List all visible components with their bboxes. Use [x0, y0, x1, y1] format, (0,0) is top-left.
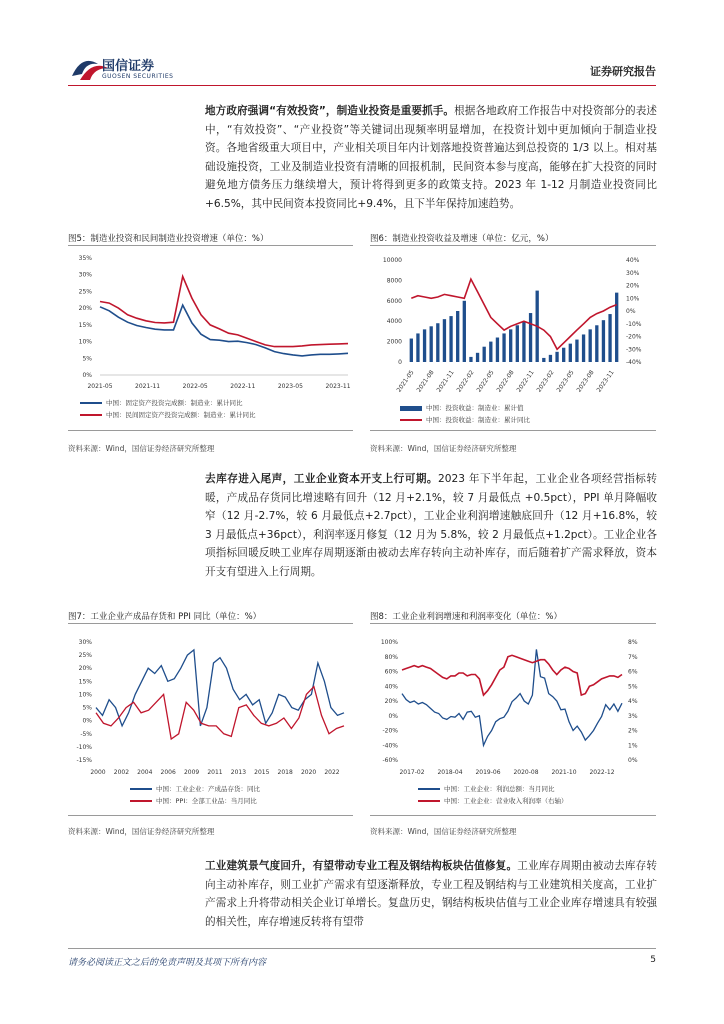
- fig5-y-tick: 15%: [78, 321, 92, 329]
- fig6-legend: [400, 403, 530, 424]
- paragraph-3: [205, 857, 657, 931]
- fig5-title: 图5：制造业投资和民间制造业投资增速（单位：%）: [68, 234, 269, 244]
- fig8-x-tick: 2021-10: [551, 769, 577, 776]
- fig6-x-tick: 2023-11: [595, 369, 616, 394]
- fig7-series-ppi: [96, 687, 344, 739]
- fig5-y-tick: 10%: [78, 338, 92, 346]
- fig5-y-tick: 5%: [82, 355, 92, 363]
- fig6-yl-tick: 8000: [386, 277, 402, 285]
- fig7-y-tick: 20%: [78, 665, 92, 673]
- fig6-bar: [430, 326, 433, 362]
- fig7-legend: [130, 784, 260, 805]
- fig7-y-tick: 10%: [78, 691, 92, 699]
- fig8-yl-tick: 20%: [384, 698, 398, 705]
- fig6-bar: [516, 325, 519, 362]
- fig7-x-tick: 2018: [277, 769, 293, 776]
- fig7-x-tick: 2000: [90, 769, 106, 776]
- fig6-bar: [496, 338, 499, 362]
- fig6-bar: [423, 329, 426, 362]
- fig8-chart: [370, 630, 660, 780]
- fig5-title-rule: [68, 245, 353, 246]
- fig6-bar: [522, 321, 525, 362]
- paragraph-3-lead: 工业建筑景气度回升，有望带动专业工程及钢结构板块估值修复。: [205, 860, 518, 872]
- fig5-source: 资料来源：Wind，国信证券经济研究所整理: [68, 444, 215, 453]
- fig6-bar: [582, 334, 585, 362]
- footer-disclaimer: 请务必阅读正文之后的免责声明及其项下所有内容: [68, 958, 267, 968]
- fig6-bar: [502, 333, 505, 362]
- fig8-yr-tick: 0%: [628, 757, 638, 764]
- page-number: 5: [650, 955, 656, 965]
- fig6-yl-tick: 6000: [386, 297, 402, 305]
- fig8-x-tick: 2020-08: [513, 769, 539, 776]
- fig6-bar: [575, 340, 578, 362]
- fig7-bottom-rule: [68, 815, 353, 816]
- fig8-x-tick: 2017-02: [399, 769, 425, 776]
- fig6-yr-tick: 10%: [626, 295, 640, 303]
- fig8-yr-tick: 8%: [628, 639, 638, 646]
- fig6-bar: [569, 344, 572, 362]
- fig6-yl-tick: 2000: [386, 338, 402, 346]
- fig6-source: 资料来源：Wind，国信证券经济研究所整理: [370, 444, 517, 453]
- fig5-x-tick: 2023-05: [277, 383, 303, 390]
- fig8-yl-tick: 100%: [380, 639, 398, 646]
- fig6-yl-tick: 4000: [386, 318, 402, 326]
- fig7-y-tick: 30%: [78, 639, 92, 646]
- fig6-bar: [456, 311, 459, 362]
- fig6-bar: [608, 314, 611, 362]
- fig6-bottom-rule: [370, 430, 656, 431]
- fig8-title-rule: [370, 623, 656, 624]
- fig7-y-tick: 15%: [78, 678, 92, 686]
- fig6-x-tick: 2023-02: [535, 369, 556, 394]
- fig6-x-tick: 2021-08: [415, 369, 436, 394]
- fig7-y-tick: 5%: [82, 704, 92, 712]
- fig6-title: 图6：制造业投资收益及增速（单位：亿元，%）: [370, 234, 554, 244]
- fig6-bar: [555, 352, 558, 362]
- fig5-legend-2: 中国：民间固定资产投资完成额：制造业：累计同比: [80, 410, 256, 419]
- fig7-series-inventory: [96, 650, 344, 726]
- fig6-legend-2: 中国：投资收益：制造业：累计同比: [400, 415, 530, 424]
- fig8-yr-tick: 4%: [628, 698, 638, 705]
- paragraph-1-lead: 地方政府强调“有效投资”，制造业投资是重要抓手。: [205, 105, 455, 117]
- fig7-title: 图7：工业企业产成品存货和 PPI 同比（单位：%）: [68, 612, 262, 622]
- fig6-yr-tick: 30%: [626, 269, 640, 277]
- paragraph-2-body: 2023 年下半年起，工业企业各项经营指标转暖，产成品存货同比增速略有回升（12 月+2.1%，较 7 月最低点 +0.5pct），PPI 单月降幅收窄（12 月-2.7%，较 6 月最低点+2.7pct），工业企业利润增速触底回升（12 月+16.8%，较 3 月最低点+36pct），利润率逐月修复（12 月为 5.8%，较 2 月最低点+1.2pct）。工业企业各项指标回暖反映工业库存周期逐渐由被动去库存转向主动补库存，而后随着扩产需求释放，资本开支有望进入上行周期。: [205, 473, 658, 578]
- fig7-source: 资料来源：Wind，国信证券经济研究所整理: [68, 827, 215, 836]
- fig6-yl-tick: 0: [398, 359, 402, 366]
- fig7-x-tick: 2011: [207, 769, 223, 776]
- fig6-yr-tick: 40%: [626, 257, 640, 264]
- fig7-x-tick: 2022: [324, 769, 340, 776]
- fig5-legend-1: 中国：固定资产投资完成额：制造业：累计同比: [80, 398, 256, 407]
- fig6-bar: [602, 320, 605, 362]
- fig5-x-tick: 2022-05: [182, 383, 208, 390]
- fig8-legend-2: 中国：工业企业：营业收入利润率（右轴）: [418, 796, 568, 805]
- fig8-yl-tick: 40%: [384, 683, 398, 691]
- fig6-x-tick: 2022-05: [475, 369, 496, 394]
- fig8-series-profit: [402, 649, 622, 745]
- fig8-yr-tick: 2%: [628, 727, 638, 735]
- report-type: 证券研究报告: [590, 65, 656, 78]
- footer-rule: [68, 948, 656, 949]
- fig7-title-rule: [68, 623, 353, 624]
- fig6-bar: [529, 313, 532, 362]
- fig5-y-tick: 35%: [78, 255, 92, 262]
- fig7-x-tick: 2020: [300, 769, 317, 776]
- fig7-y-tick: 25%: [78, 652, 92, 660]
- paragraph-3-body: 工业库存周期由被动去库存转向主动补库存，则工业扩产需求有望逐渐释放，专业工程及钢结构与工业建筑相关度高，工业扩产需求上升将带动相关企业订单增长。复盘历史，钢结构板块估值与工业企业库存增速具有较强的相关性，库存增速反转将有望带: [205, 860, 658, 928]
- fig5-x-tick: 2023-11: [325, 383, 351, 390]
- fig8-legend-1: 中国：工业企业：利润总额：当月同比: [418, 784, 568, 793]
- fig6-bar: [410, 339, 413, 362]
- header-rule: [68, 85, 656, 86]
- fig6-bar: [443, 319, 446, 362]
- fig6-bar: [416, 333, 419, 362]
- fig6-bar: [542, 358, 545, 362]
- fig7-x-tick: 2002: [113, 769, 130, 776]
- fig5-x-tick: 2022-11: [230, 383, 256, 390]
- fig5-y-tick: 25%: [78, 288, 92, 296]
- fig8-yl-tick: -40%: [382, 742, 398, 750]
- fig6-x-tick: 2022-11: [515, 369, 536, 394]
- fig5-y-tick: 0%: [82, 372, 92, 379]
- fig5-x-tick: 2021-05: [87, 383, 113, 390]
- fig6-bar: [562, 348, 565, 362]
- fig6-title-rule: [370, 245, 656, 246]
- fig6-chart: [370, 250, 660, 410]
- fig6-yr-tick: 0%: [626, 308, 636, 315]
- fig6-bar: [449, 316, 452, 362]
- fig7-x-tick: 2009: [183, 769, 200, 776]
- fig6-bar: [469, 357, 472, 362]
- fig5-legend: [80, 398, 256, 419]
- fig8-series-margin: [402, 655, 622, 695]
- fig5-bottom-rule: [68, 430, 353, 431]
- fig8-yr-tick: 5%: [628, 683, 638, 691]
- paragraph-2: [205, 470, 657, 582]
- fig6-x-tick: 2022-02: [455, 369, 476, 394]
- fig6-bar: [463, 301, 466, 362]
- fig8-legend: [418, 784, 568, 805]
- fig7-y-tick: -10%: [76, 743, 92, 751]
- fig6-bar: [589, 329, 592, 362]
- company-name-cn: 国信证券: [102, 59, 155, 74]
- fig5-y-tick: 30%: [78, 271, 92, 279]
- fig6-bar: [549, 355, 552, 362]
- fig5-x-tick: 2021-11: [135, 383, 161, 390]
- fig6-yr-tick: 20%: [626, 282, 640, 290]
- fig6-bar: [509, 329, 512, 362]
- fig6-series-yoy: [411, 279, 616, 349]
- fig8-yr-tick: 1%: [628, 742, 638, 750]
- fig7-y-tick: -5%: [80, 730, 92, 738]
- fig8-yl-tick: 0%: [388, 712, 398, 720]
- fig6-bar: [595, 325, 598, 362]
- fig8-yl-tick: -60%: [382, 757, 398, 764]
- fig6-legend-1: 中国：投资收益：制造业：累计值: [400, 403, 530, 412]
- paragraph-1-body: 根据各地政府工作报告中对投资部分的表述中，“有效投资”、“产业投资”等关键词出现频率明显增加，在投资计划中更加倾向于制造业投资。各地省级重大项目中，产业相关项目年内计划落地投资普遍达到总投资的 1/3 以上。相对基础设施投资，工业及制造业投资有清晰的回报机制，民间资本参与度高，能够在扩大投资的同时避免地方债务压力继续增大，预计将得到更多的政策支持。2023 年 1-12 月制造业投资同比 +6.5%，其中民间资本投资同比+9.4%，且下半年保持加速趋势。: [205, 105, 657, 210]
- fig6-bar: [483, 347, 486, 362]
- paragraph-1: [205, 102, 657, 214]
- fig8-x-tick: 2022-12: [589, 769, 615, 776]
- fig7-y-tick: -15%: [76, 757, 92, 764]
- fig7-x-tick: 2004: [137, 769, 153, 776]
- fig5-y-tick: 20%: [78, 305, 92, 313]
- fig8-x-tick: 2019-06: [475, 769, 501, 776]
- fig8-bottom-rule: [370, 815, 656, 816]
- fig6-yr-tick: -20%: [626, 333, 642, 341]
- fig5-series-private: [100, 276, 348, 346]
- fig6-yr-tick: -10%: [626, 320, 642, 328]
- fig6-bar: [436, 323, 439, 362]
- fig6-yr-tick: -30%: [626, 346, 642, 354]
- fig8-title: 图8：工业企业利润增速和利润率变化（单位：%）: [370, 612, 562, 622]
- paragraph-2-lead: 去库存进入尾声，工业企业资本开支上行可期。: [205, 473, 439, 485]
- company-name-en: GUOSEN SECURITIES: [102, 73, 174, 80]
- fig8-yr-tick: 6%: [628, 668, 638, 676]
- fig7-legend-1: 中国：工业企业：产成品存货：同比: [130, 784, 260, 793]
- fig7-chart: [68, 630, 358, 780]
- fig7-legend-2: 中国：PPI：全部工业品：当月同比: [130, 796, 260, 805]
- fig6-bar: [489, 342, 492, 362]
- fig8-yr-tick: 7%: [628, 653, 638, 661]
- fig7-y-tick: 0%: [82, 717, 92, 725]
- fig8-yl-tick: -20%: [382, 727, 398, 735]
- fig8-yl-tick: 60%: [384, 668, 398, 676]
- fig7-x-tick: 2006: [160, 769, 176, 776]
- fig6-yr-tick: -40%: [626, 359, 642, 366]
- fig6-x-tick: 2022-08: [495, 369, 516, 394]
- fig8-source: 资料来源：Wind，国信证券经济研究所整理: [370, 827, 517, 836]
- fig6-x-tick: 2023-05: [555, 369, 576, 394]
- fig7-x-tick: 2013: [230, 769, 247, 776]
- fig6-bar: [615, 293, 618, 362]
- fig6-yl-tick: 10000: [382, 257, 402, 264]
- fig7-x-tick: 2015: [254, 769, 270, 776]
- fig6-x-tick: 2021-11: [435, 369, 456, 394]
- fig8-yr-tick: 3%: [628, 712, 638, 720]
- fig6-bar: [476, 353, 479, 362]
- fig6-x-tick: 2021-05: [395, 369, 416, 394]
- fig8-x-tick: 2018-04: [437, 769, 463, 776]
- fig8-yl-tick: 80%: [384, 653, 398, 661]
- fig6-x-tick: 2023-08: [575, 369, 596, 394]
